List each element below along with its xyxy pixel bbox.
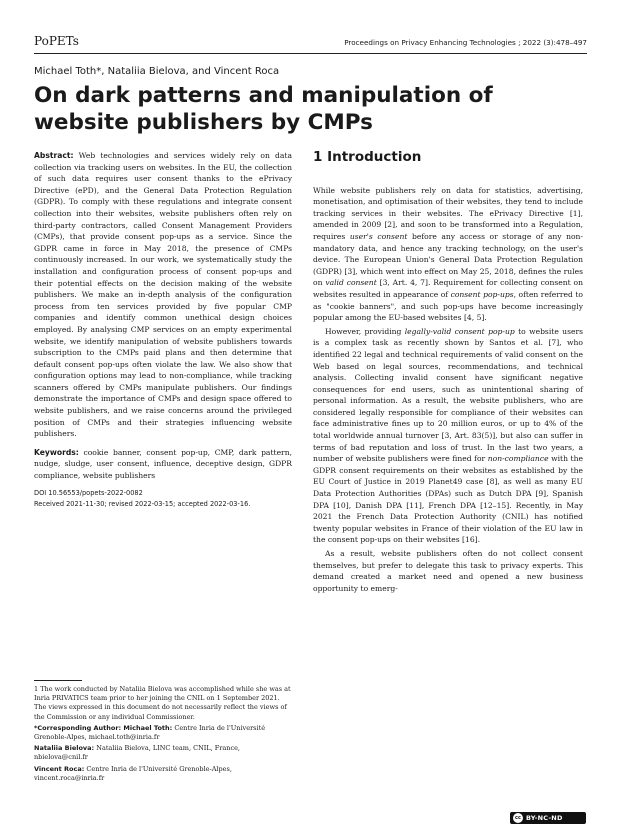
- intro-p1-text-a: While website publishers rely on data for statistics, advertising, monetisation, and optimisation of their websites, they tend to include tracking services in their websites. The ePrivacy Directive [1], amended in 2009 [2], and soon to be transformed into a Regulation, requires: [313, 185, 583, 241]
- cc-mark: cc: [515, 815, 521, 821]
- right-column: [313, 150, 583, 594]
- footnote-1: 1 The work conducted by Nataliia Bielova was accomplished while she was at Inria PRIVATICS team prior to her joining the CNIL on 1 September 2021. The views expressed in this document do not necessarily reflect the views of the Commission or any individual Commissioner.: [34, 685, 291, 721]
- abstract: [34, 150, 292, 440]
- abstract-text: Web technologies and services widely rely on data collection via tracking users on websites. In the EU, the collection of such data requires user consent thanks to the ePrivacy Directive (ePD), and the General Data Protection Regulation (GDPR). To comply with these regulations and integrate consent collection into their websites, website publishers often rely on third-party contractors, called Consent Management Providers (CMPs), that provide consent pop-ups as a service. Since the GDPR came in force in May 2018, the presence of CMPs continuously increased. In our work, we systematically study the installation and configuration process of consent pop-ups and their potential effects on the decision making of the website publishers. We make an in-depth analysis of the configuration process from ten services provided by five popular CMP companies and identify common unethical design choices employed. By analysing CMP services on an empty experimental website, we identify manipulation of website publishers towards subscription to the CMPs paid plans and then determine that default consent pop-ups often violate the law. We also show that configuration options may lead to non-compliance, while tracking scanners offered by CMPs manipulate publishers. Our findings demonstrate the importance of CMPs and design space offered to website publishers, and we raise concerns around the privileged position of CMPs and their strategies influencing website publishers.: [34, 151, 292, 439]
- intro-p1-emphasis-3: consent pop-ups: [450, 289, 514, 299]
- creative-commons-icon: [513, 813, 523, 823]
- footnotes: [34, 680, 292, 785]
- intro-p2-emphasis-2: non-compliance: [487, 454, 549, 464]
- keywords-label: Keywords:: [34, 447, 79, 457]
- footnote-divider: [34, 680, 82, 681]
- corresponding-author-label: *Corresponding Author: Michael Toth:: [34, 723, 173, 732]
- cc-license-badge: [510, 812, 586, 824]
- intro-p2-text-c: with the GDPR consent requirements on their websites as established by the EU Court of Justice in 2019 Planet49 case [8], as well as many EU Data Protection Authorities (DPAs) such as Dutch DPA [9], Spanish DPA [10], Danish DPA [11], French DPA [12–15]. Recently, in May 2021 the French Data Protection Authority (CNIL) has notified twenty popular websites in France of their violation of the EU law in the consent pop-ups on their websites [16].: [313, 454, 583, 545]
- author-roca: [34, 765, 292, 783]
- intro-paragraph-1: [313, 185, 583, 324]
- keywords-text: cookie banner, consent pop-up, CMP, dark pattern, nudge, sludge, user consent, influence, deceptive design, GDPR compliance, website publishers: [34, 447, 292, 481]
- header-divider: [34, 53, 587, 54]
- proceedings-citation: Proceedings on Privacy Enhancing Technologies ; 2022 (3):478–497: [344, 38, 587, 47]
- author-bielova: [34, 744, 292, 762]
- intro-p1-emphasis-1: user's consent: [349, 231, 408, 241]
- intro-p1-emphasis-2: valid consent: [325, 278, 377, 288]
- author-bielova-label: Nataliia Bielova:: [34, 744, 95, 753]
- doi: DOI 10.56553/popets-2022-0082: [34, 488, 143, 497]
- paper-title: On dark patterns and manipulation of website publishers by CMPs: [34, 83, 493, 135]
- left-column: [34, 150, 292, 510]
- intro-p2-text-a: However, providing: [325, 326, 405, 336]
- received-dates: Received 2021-11-30; revised 2022-03-15; accepted 2022-03-16.: [34, 499, 251, 508]
- intro-paragraph-2: [313, 326, 583, 546]
- section-heading-introduction: 1 Introduction: [313, 149, 422, 165]
- intro-paragraph-3: As a result, website publishers often do not collect consent themselves, but prefer to delegate this task to privacy experts. This demand created a market need and opened a new business opportunity to emerg-: [313, 549, 583, 593]
- author-roca-label: Vincent Roca:: [34, 764, 85, 773]
- intro-p1-text-c: [3, Art. 4, 7]. Requirement for collecting consent on websites resulted in appearance of: [313, 278, 583, 299]
- author-roca-affiliation: Centre Inria de l'Université Grenoble-Alpes, vincent.roca@inria.fr: [34, 764, 232, 782]
- intro-p1-text-d: , often referred to as "cookie banners", and such pop-ups have become increasingly popular among the EU-based websites [4, 5].: [313, 289, 583, 323]
- abstract-label: Abstract:: [34, 151, 74, 160]
- intro-p1-text-b: before any access or storage of any non-mandatory data, and hence any tracking technology, on the user's device. The European Union's General Data Protection Regulation (GDPR) [3], which went into effect on May 25, 2018, defines the rules on: [313, 231, 584, 288]
- license-type: BY-NC-ND: [526, 814, 563, 822]
- corresponding-author-affiliation: Centre Inria de l'Université Grenoble-Alpes, michael.toth@inria.fr: [34, 723, 266, 742]
- intro-p2-emphasis-1: legally-valid consent pop-up: [404, 326, 515, 336]
- journal-name: PoPETs: [34, 34, 79, 48]
- keywords: [34, 447, 292, 482]
- paper-authors: Michael Toth*, Nataliia Bielova, and Vincent Roca: [34, 66, 280, 77]
- intro-p2-text-b: to website users is a complex task as recently shown by Santos et al. [7], who identified 22 legal and technical requirements of valid consent on the Web based on legal sources, recommendations, and technical analysis. Collecting invalid consent have significant negative consequences for end users, such as unintentional sharing of personal information. As a result, the website publishers, who are considered legally responsible for compliance of their websites can face administrative fines up to 20 million euros, or up to 4% of the total worldwide annual turnover [3, Art. 83(5)], but also can suffer in terms of bad reputation and loss of trust. In the last two years, a number of website publishers were fined for: [313, 326, 583, 464]
- author-bielova-affiliation: Nataliia Bielova, LINC team, CNIL, France, nbielova@cnil.fr: [34, 744, 241, 762]
- corresponding-author: [34, 724, 292, 742]
- running-header: [34, 34, 587, 50]
